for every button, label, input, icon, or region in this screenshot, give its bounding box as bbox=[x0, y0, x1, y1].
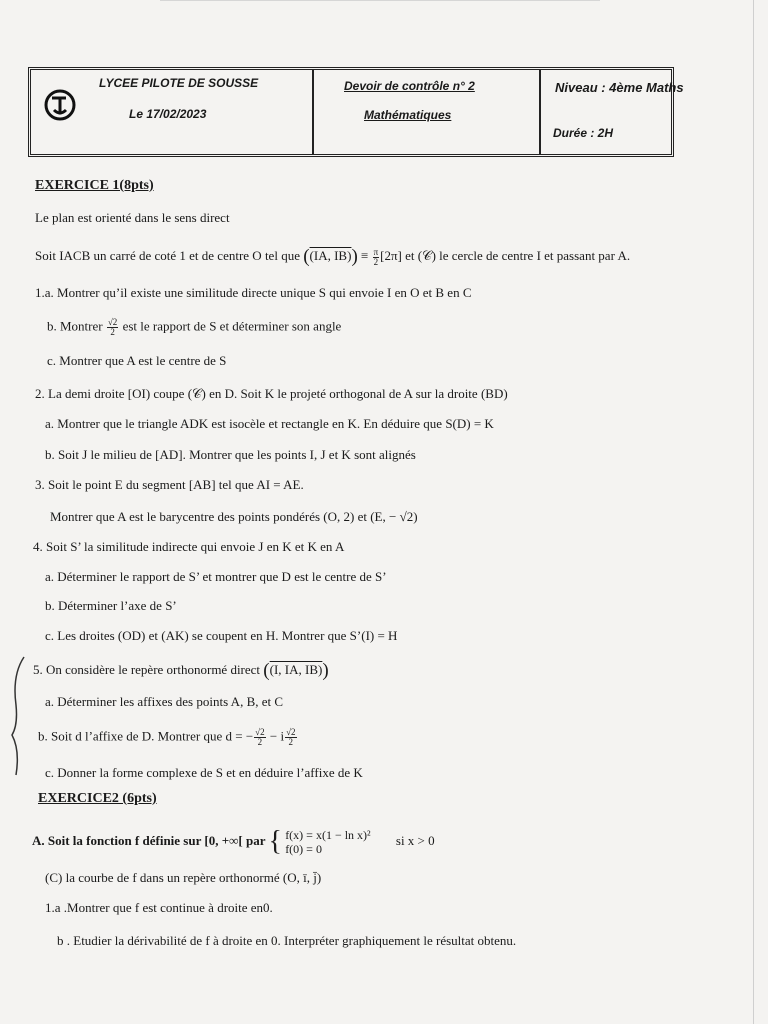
q5: 5. On considère le repère orthonormé direct ((I, IA, IB)) bbox=[33, 660, 329, 681]
condition: si x > 0 bbox=[395, 832, 435, 848]
margin-brace-mark bbox=[10, 655, 28, 777]
ex1-statement-a: Soit IACB un carré de coté 1 et de centre O tel que bbox=[35, 247, 300, 263]
q4b: b. Déterminer l’axe de S’ bbox=[45, 598, 177, 613]
modulo: [2π] bbox=[380, 247, 402, 263]
sqrt2-over-2-b: $\frac{√2}{2}$ bbox=[286, 727, 296, 747]
q2b: b. Soit J le milieu de [AD]. Montrer que les points I, J et K sont alignés bbox=[45, 447, 416, 462]
paren-open: ( bbox=[303, 246, 310, 267]
q4: 4. Soit S’ la similitude indirecte qui envoie J en K et K en A bbox=[33, 539, 345, 554]
q4a: a. Déterminer le rapport de S’ et montrer que D est le centre de S’ bbox=[45, 569, 387, 584]
q2: 2. La demi droite [OI) coupe (𝒞) en D. Soit K le projeté orthogonal de A sur la droite (BD) bbox=[35, 386, 508, 401]
pi-over-two: $\frac{\pi}{2}$ bbox=[373, 246, 379, 267]
school-name: LYCEE PILOTE DE SOUSSE bbox=[99, 76, 259, 90]
top-rule bbox=[160, 0, 600, 1]
q5c: c. Donner la forme complexe de S et en déduire l’affixe de K bbox=[45, 765, 363, 780]
q1a: 1.a. Montrer qu’il existe une similitude directe unique S qui envoie I en O et B en C bbox=[35, 285, 472, 300]
angle-vectors: (IA, IB) bbox=[309, 247, 352, 263]
q3b: Montrer que A est le barycentre des points pondérés (O, 2) et (E, − √2) bbox=[50, 509, 418, 524]
sqrt2-over-2-a: $\frac{√2}{2}$ bbox=[255, 727, 265, 747]
system-brace: { bbox=[268, 826, 282, 857]
q5b: b. Soit d l’affixe de D. Montrer que d = − $\frac{√2}{2}$ − i $\frac{√2}{2}$ bbox=[38, 727, 296, 747]
header-school-cell bbox=[31, 70, 314, 154]
q2a: a. Montrer que le triangle ADK est isocèle et rectangle en K. En déduire que S(D) = K bbox=[45, 416, 494, 431]
frame-vectors: (I, IA, IB) bbox=[269, 661, 323, 677]
exam-header bbox=[28, 67, 684, 157]
equiv-sign: ≡ bbox=[361, 247, 369, 263]
right-edge-rule bbox=[753, 0, 754, 1024]
exam-title: Devoir de contrôle n° 2 bbox=[344, 79, 475, 93]
ex2-q1b: b . Etudier la dérivabilité de f à droite en 0. Interpréter graphiquement le résultat obtenu. bbox=[57, 933, 517, 948]
q3: 3. Soit le point E du segment [AB] tel que AI = AE. bbox=[35, 477, 304, 492]
function-definition: f(x) = x(1 − ln x)² f(0) = 0 bbox=[285, 828, 371, 856]
duration: Durée : 2H bbox=[553, 126, 614, 140]
q1b: b. Montrer $\frac{√2}{2}$ est le rapport de S et déterminer son angle bbox=[47, 317, 342, 337]
ex2-q1a: 1.a .Montrer que f est continue à droite en0. bbox=[45, 900, 273, 915]
header-title-cell bbox=[314, 70, 541, 154]
level: Niveau : 4ème Maths bbox=[555, 80, 684, 95]
q1c: c. Montrer que A est le centre de S bbox=[47, 353, 227, 368]
ex2-question-a: A. Soit la fonction f définie sur [0, +∞[ par { f(x) = x(1 − ln x)² f(0) = 0 si x > 0 bbox=[32, 826, 435, 857]
exercise-2-title: EXERCICE2 (6pts) bbox=[38, 791, 157, 806]
ex1-statement-b: et (𝒞) le cercle de centre I et passant par A. bbox=[405, 247, 631, 263]
header-level-cell bbox=[541, 70, 684, 154]
ex2-curve: (C) la courbe de f dans un repère orthonormé (O, ī, j̄) bbox=[45, 870, 322, 885]
school-logo-icon bbox=[43, 88, 77, 122]
ex1-intro: Le plan est orienté dans le sens direct bbox=[35, 210, 230, 225]
exam-date: Le 17/02/2023 bbox=[129, 107, 207, 121]
exercise-1-title: EXERCICE 1(8pts) bbox=[35, 178, 154, 193]
subject: Mathématiques bbox=[364, 108, 452, 122]
q5a: a. Déterminer les affixes des points A, B, et C bbox=[45, 694, 284, 709]
ex1-statement bbox=[35, 246, 630, 268]
paren-close: ) bbox=[351, 246, 358, 267]
q4c: c. Les droites (OD) et (AK) se coupent en H. Montrer que S’(I) = H bbox=[45, 628, 398, 643]
sqrt2-over-2: $\frac{√2}{2}$ bbox=[107, 317, 118, 337]
